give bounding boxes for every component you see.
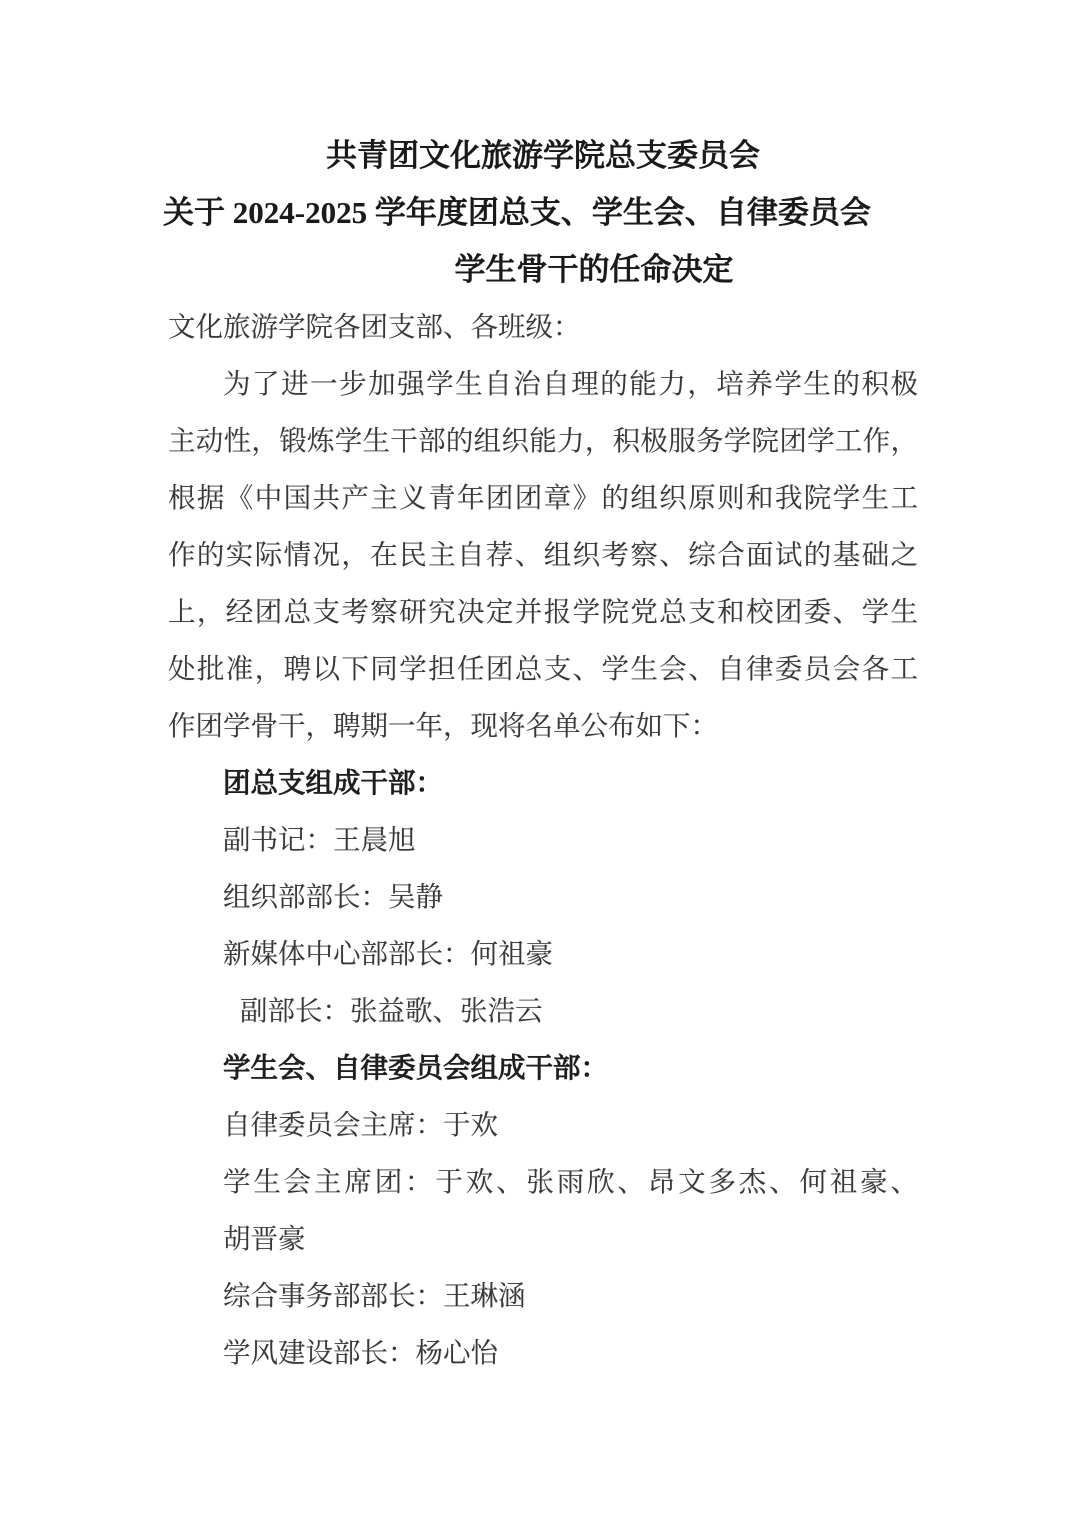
intro-line-7: 作团学骨干，聘期一年，现将名单公布如下：: [168, 710, 718, 741]
doc-title-line-3: 学生骨干的任命决定: [454, 252, 734, 287]
appointment-item-self-discipline-chair: 自律委员会主席：于欢: [223, 1109, 498, 1140]
appointment-item-presidium-line-1: 学生会主席团：于欢、张雨欣、昂文多杰、何祖豪、: [223, 1166, 918, 1197]
appointment-item-study-style-head: 学风建设部长：杨心怡: [223, 1337, 498, 1368]
intro-line-4: 作的实际情况，在民主自荐、组织考察、综合面试的基础之: [168, 539, 918, 570]
intro-line-5: 上，经团总支考察研究决定并报学院党总支和校团委、学生: [168, 596, 918, 627]
appointment-item-presidium-line-2: 胡晋豪: [223, 1223, 306, 1254]
section-heading-student-union: 学生会、自律委员会组成干部：: [223, 1052, 608, 1083]
salutation-line: 文化旅游学院各团支部、各班级：: [168, 311, 581, 342]
appointment-item-deputy-dept-heads: 副部长：张益歌、张浩云: [240, 995, 543, 1026]
intro-line-1: 为了进一步加强学生自治自理的能力，培养学生的积极: [223, 368, 918, 399]
intro-line-2: 主动性，锻炼学生干部的组织能力，积极服务学院团学工作，: [168, 425, 918, 456]
intro-line-6: 处批准，聘以下同学担任团总支、学生会、自律委员会各工: [168, 653, 918, 684]
intro-line-3: 根据《中国共产主义青年团团章》的组织原则和我院学生工: [168, 482, 918, 513]
doc-title-line-1: 共青团文化旅游学院总支委员会: [326, 138, 760, 173]
appointment-item-organization-dept-head: 组织部部长：吴静: [223, 881, 443, 912]
appointment-item-deputy-secretary: 副书记：王晨旭: [223, 824, 416, 855]
appointment-item-new-media-center-head: 新媒体中心部部长：何祖豪: [223, 938, 553, 969]
doc-title-line-2: 关于 2024-2025 学年度团总支、学生会、自律委员会: [163, 195, 871, 230]
section-heading-league-branch: 团总支组成干部：: [223, 767, 443, 798]
appointment-item-general-affairs-head: 综合事务部部长：王琳涵: [223, 1280, 526, 1311]
